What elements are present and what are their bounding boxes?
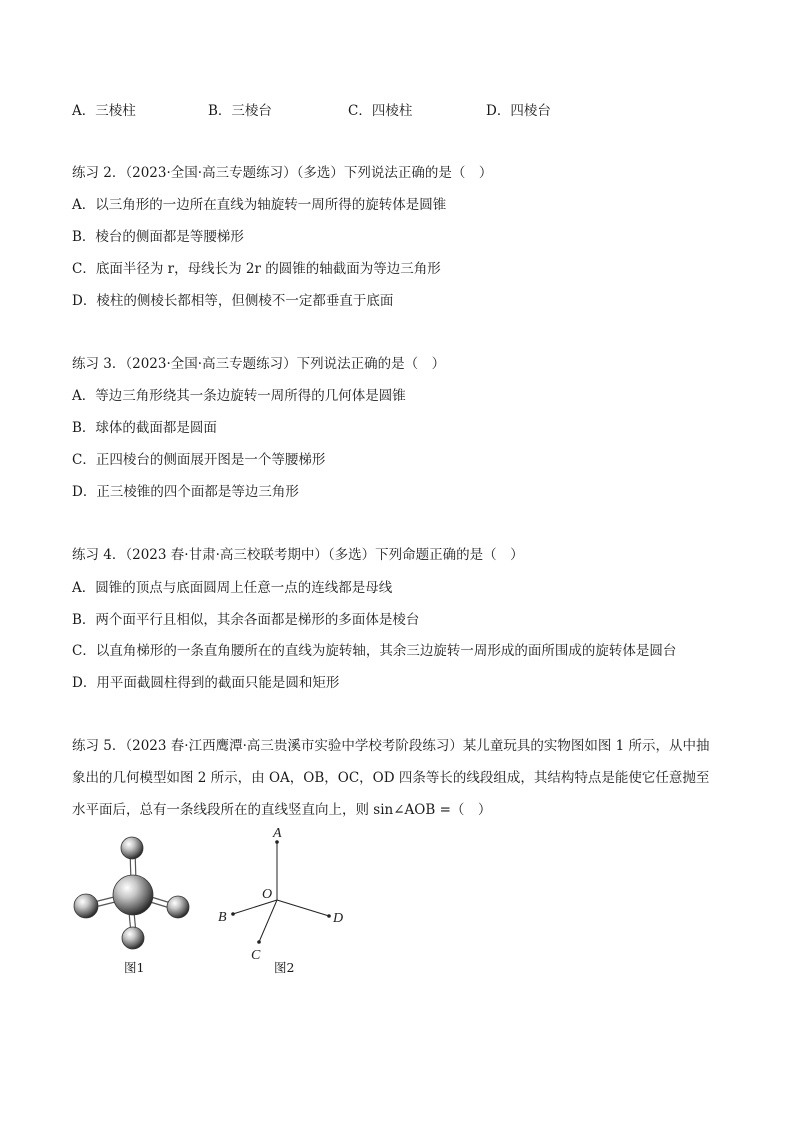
q1-option-c: C．四棱柱 [348, 103, 413, 119]
q3-option-a: A．等边三角形绕其一条边旋转一周所得的几何体是圆锥 [72, 388, 406, 404]
figure-1-right-ball [167, 896, 189, 918]
q2-option-c: C．底面半径为 r，母线长为 2r 的圆锥的轴截面为等边三角形 [72, 261, 441, 277]
point-c-label: C [251, 948, 261, 963]
figure-1-bottom-ball [122, 927, 144, 949]
figure-2-geometric-model [215, 822, 360, 967]
point-b-dot [231, 912, 235, 916]
figure-1-top-ball [121, 837, 143, 859]
segment-oc [259, 900, 277, 942]
q1-option-d: D．四棱台 [486, 103, 551, 119]
q4-option-b: B．两个面平行且相似，其余各面都是梯形的多面体是棱台 [72, 612, 420, 628]
point-d-label: D [333, 911, 344, 926]
point-a-label: A [273, 826, 282, 841]
q2-option-a: A．以三角形的一边所在直线为轴旋转一周所得的旋转体是圆锥 [72, 197, 447, 213]
q2-option-d: D．棱柱的侧棱长都相等，但侧棱不一定都垂直于底面 [72, 293, 394, 309]
q3-option-d: D．正三棱锥的四个面都是等边三角形 [72, 484, 299, 500]
q5-line-2: 象出的几何模型如图 2 所示，由 OA，OB，OC，OD 四条等长的线段组成，其结构特点是能使它任意抛至 [72, 770, 710, 786]
q2-option-b: B．棱台的侧面都是等腰梯形 [72, 229, 244, 245]
q1-option-b: B．三棱台 [208, 103, 272, 119]
q3-stem: 练习 3．（2023·全国·高三专题练习）下列说法正确的是（ ） [72, 356, 446, 372]
q5-line-3: 水平面后，总有一条线段所在的直线竖直向上，则 sin∠AOB =（ ） [72, 802, 492, 818]
q1-options [72, 101, 712, 123]
q4-option-a: A．圆锥的顶点与底面圆周上任意一点的连线都是母线 [72, 580, 393, 596]
figure-1-label: 图1 [124, 960, 145, 975]
figure-1-left-ball [74, 894, 98, 918]
q4-stem: 练习 4．（2023 春·甘肃·高三校联考期中）（多选）下列命题正确的是（ ） [72, 547, 524, 563]
segment-ob [233, 900, 277, 914]
q5-line-1: 练习 5．（2023 春·江西鹰潭·高三贵溪市实验中学校考阶段练习）某儿童玩具的实物图如图 1 所示，从中抽 [72, 738, 710, 754]
point-b-label: B [218, 910, 227, 925]
q1-option-a: A．三棱柱 [72, 103, 136, 119]
segment-od [277, 900, 329, 916]
q3-option-b: B．球体的截面都是圆面 [72, 420, 217, 436]
figure-1-center-ball [113, 875, 153, 915]
figure-2-label: 图2 [274, 960, 295, 975]
q3-option-c: C．正四棱台的侧面展开图是一个等腰梯形 [72, 452, 326, 468]
q4-option-d: D．用平面截圆柱得到的截面只能是圆和矩形 [72, 675, 340, 691]
figure-1-toy-model [68, 830, 198, 955]
point-d-dot [327, 914, 331, 918]
point-c-dot [257, 940, 261, 944]
q2-stem: 练习 2．（2023·全国·高三专题练习）（多选）下列说法正确的是（ ） [72, 165, 493, 181]
q4-option-c: C．以直角梯形的一条直角腰所在的直线为旋转轴，其余三边旋转一周形成的面所围成的旋转体是圆台 [72, 643, 677, 659]
point-o-label: O [262, 887, 273, 902]
